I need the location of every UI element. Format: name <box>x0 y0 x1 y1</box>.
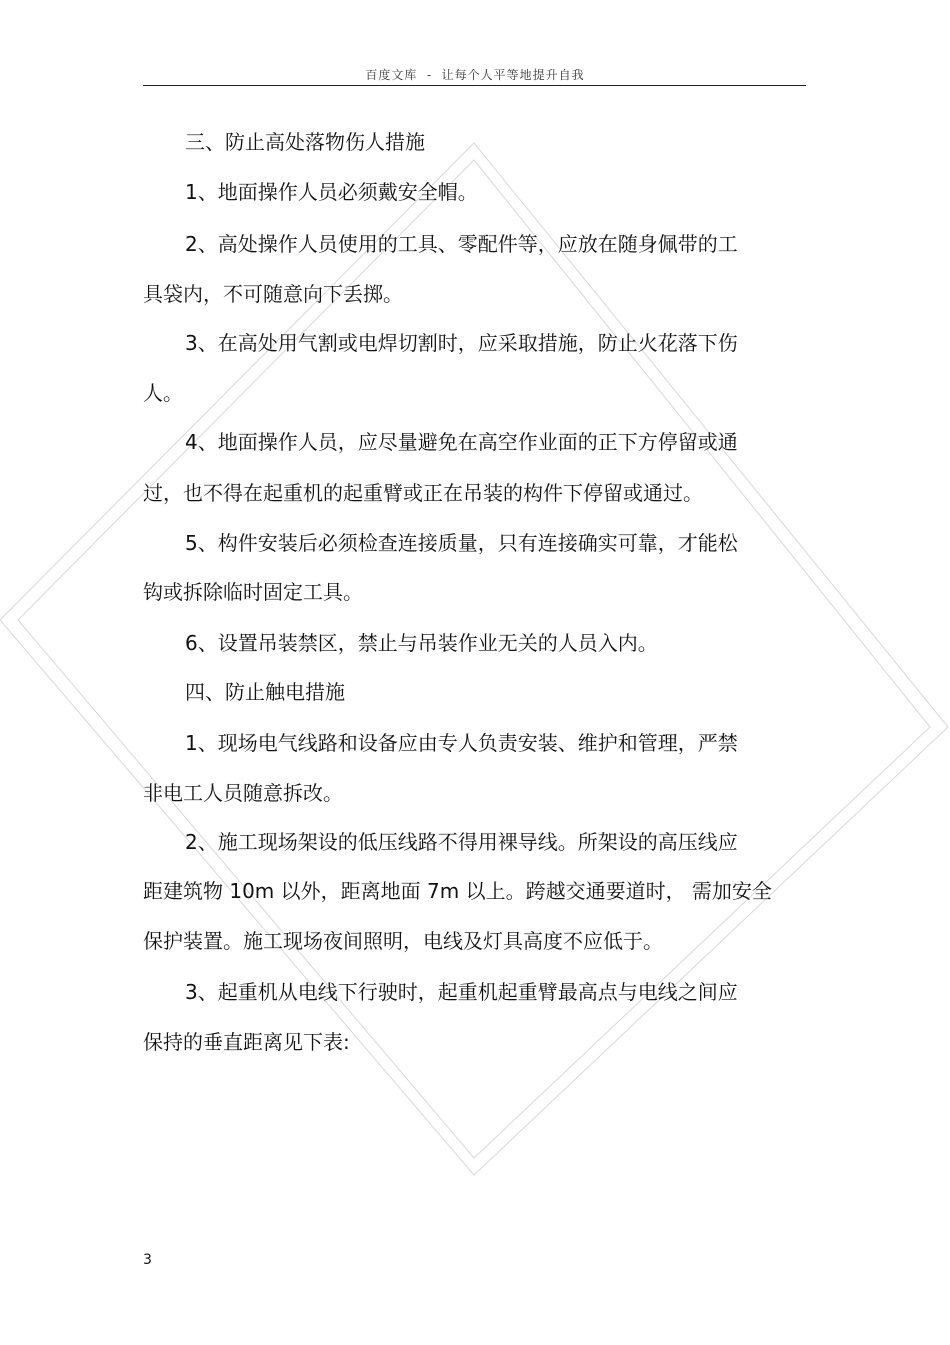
body-line: 1、现场电气线路和设备应由专人负责安装、维护和管理，严禁 <box>185 731 738 755</box>
section-heading: 四、防止触电措施 <box>185 680 345 704</box>
section-heading: 三、防止高处落物伤人措施 <box>185 130 425 154</box>
header-slogan: 让每个人平等地提升自我 <box>441 68 585 82</box>
body-line: 6、设置吊装禁区，禁止与吊装作业无关的人员入内。 <box>185 631 658 655</box>
body-line: 2、高处操作人员使用的工具、零配件等，应放在随身佩带的工 <box>185 232 738 256</box>
body-line: 保持的垂直距离见下表: <box>143 1030 350 1054</box>
body-line: 5、构件安装后必须检查连接质量，只有连接确实可靠，才能松 <box>185 531 738 555</box>
body-line: 保护装置。施工现场夜间照明，电线及灯具高度不应低于。 <box>143 929 663 953</box>
body-line: 3、起重机从电线下行驶时，起重机起重臂最高点与电线之间应 <box>185 980 738 1004</box>
body-line: 钩或拆除临时固定工具。 <box>143 580 363 604</box>
body-line: 过，也不得在起重机的起重臂或正在吊装的构件下停留或通过。 <box>143 481 703 505</box>
body-line: 非电工人员随意拆改。 <box>143 781 343 805</box>
body-line: 2、施工现场架设的低压线路不得用裸导线。所架设的高压线应 <box>185 830 738 854</box>
body-line: 人。 <box>143 381 183 405</box>
body-line: 1、地面操作人员必须戴安全帽。 <box>185 180 478 204</box>
body-line: 3、在高处用气割或电焊切割时，应采取措施，防止火花落下伤 <box>185 331 738 355</box>
page-number: 3 <box>143 1252 152 1268</box>
header-rule <box>143 85 806 86</box>
header-separator: - <box>426 68 433 82</box>
body-line: 距建筑物 10m 以外，距离地面 7m 以上。跨越交通要道时， 需加安全 <box>143 879 772 903</box>
body-line: 具袋内，不可随意向下丢掷。 <box>143 282 403 306</box>
header-site: 百度文库 <box>365 68 418 82</box>
page-header <box>0 66 950 83</box>
body-line: 4、地面操作人员，应尽量避免在高空作业面的正下方停留或通 <box>185 430 738 454</box>
